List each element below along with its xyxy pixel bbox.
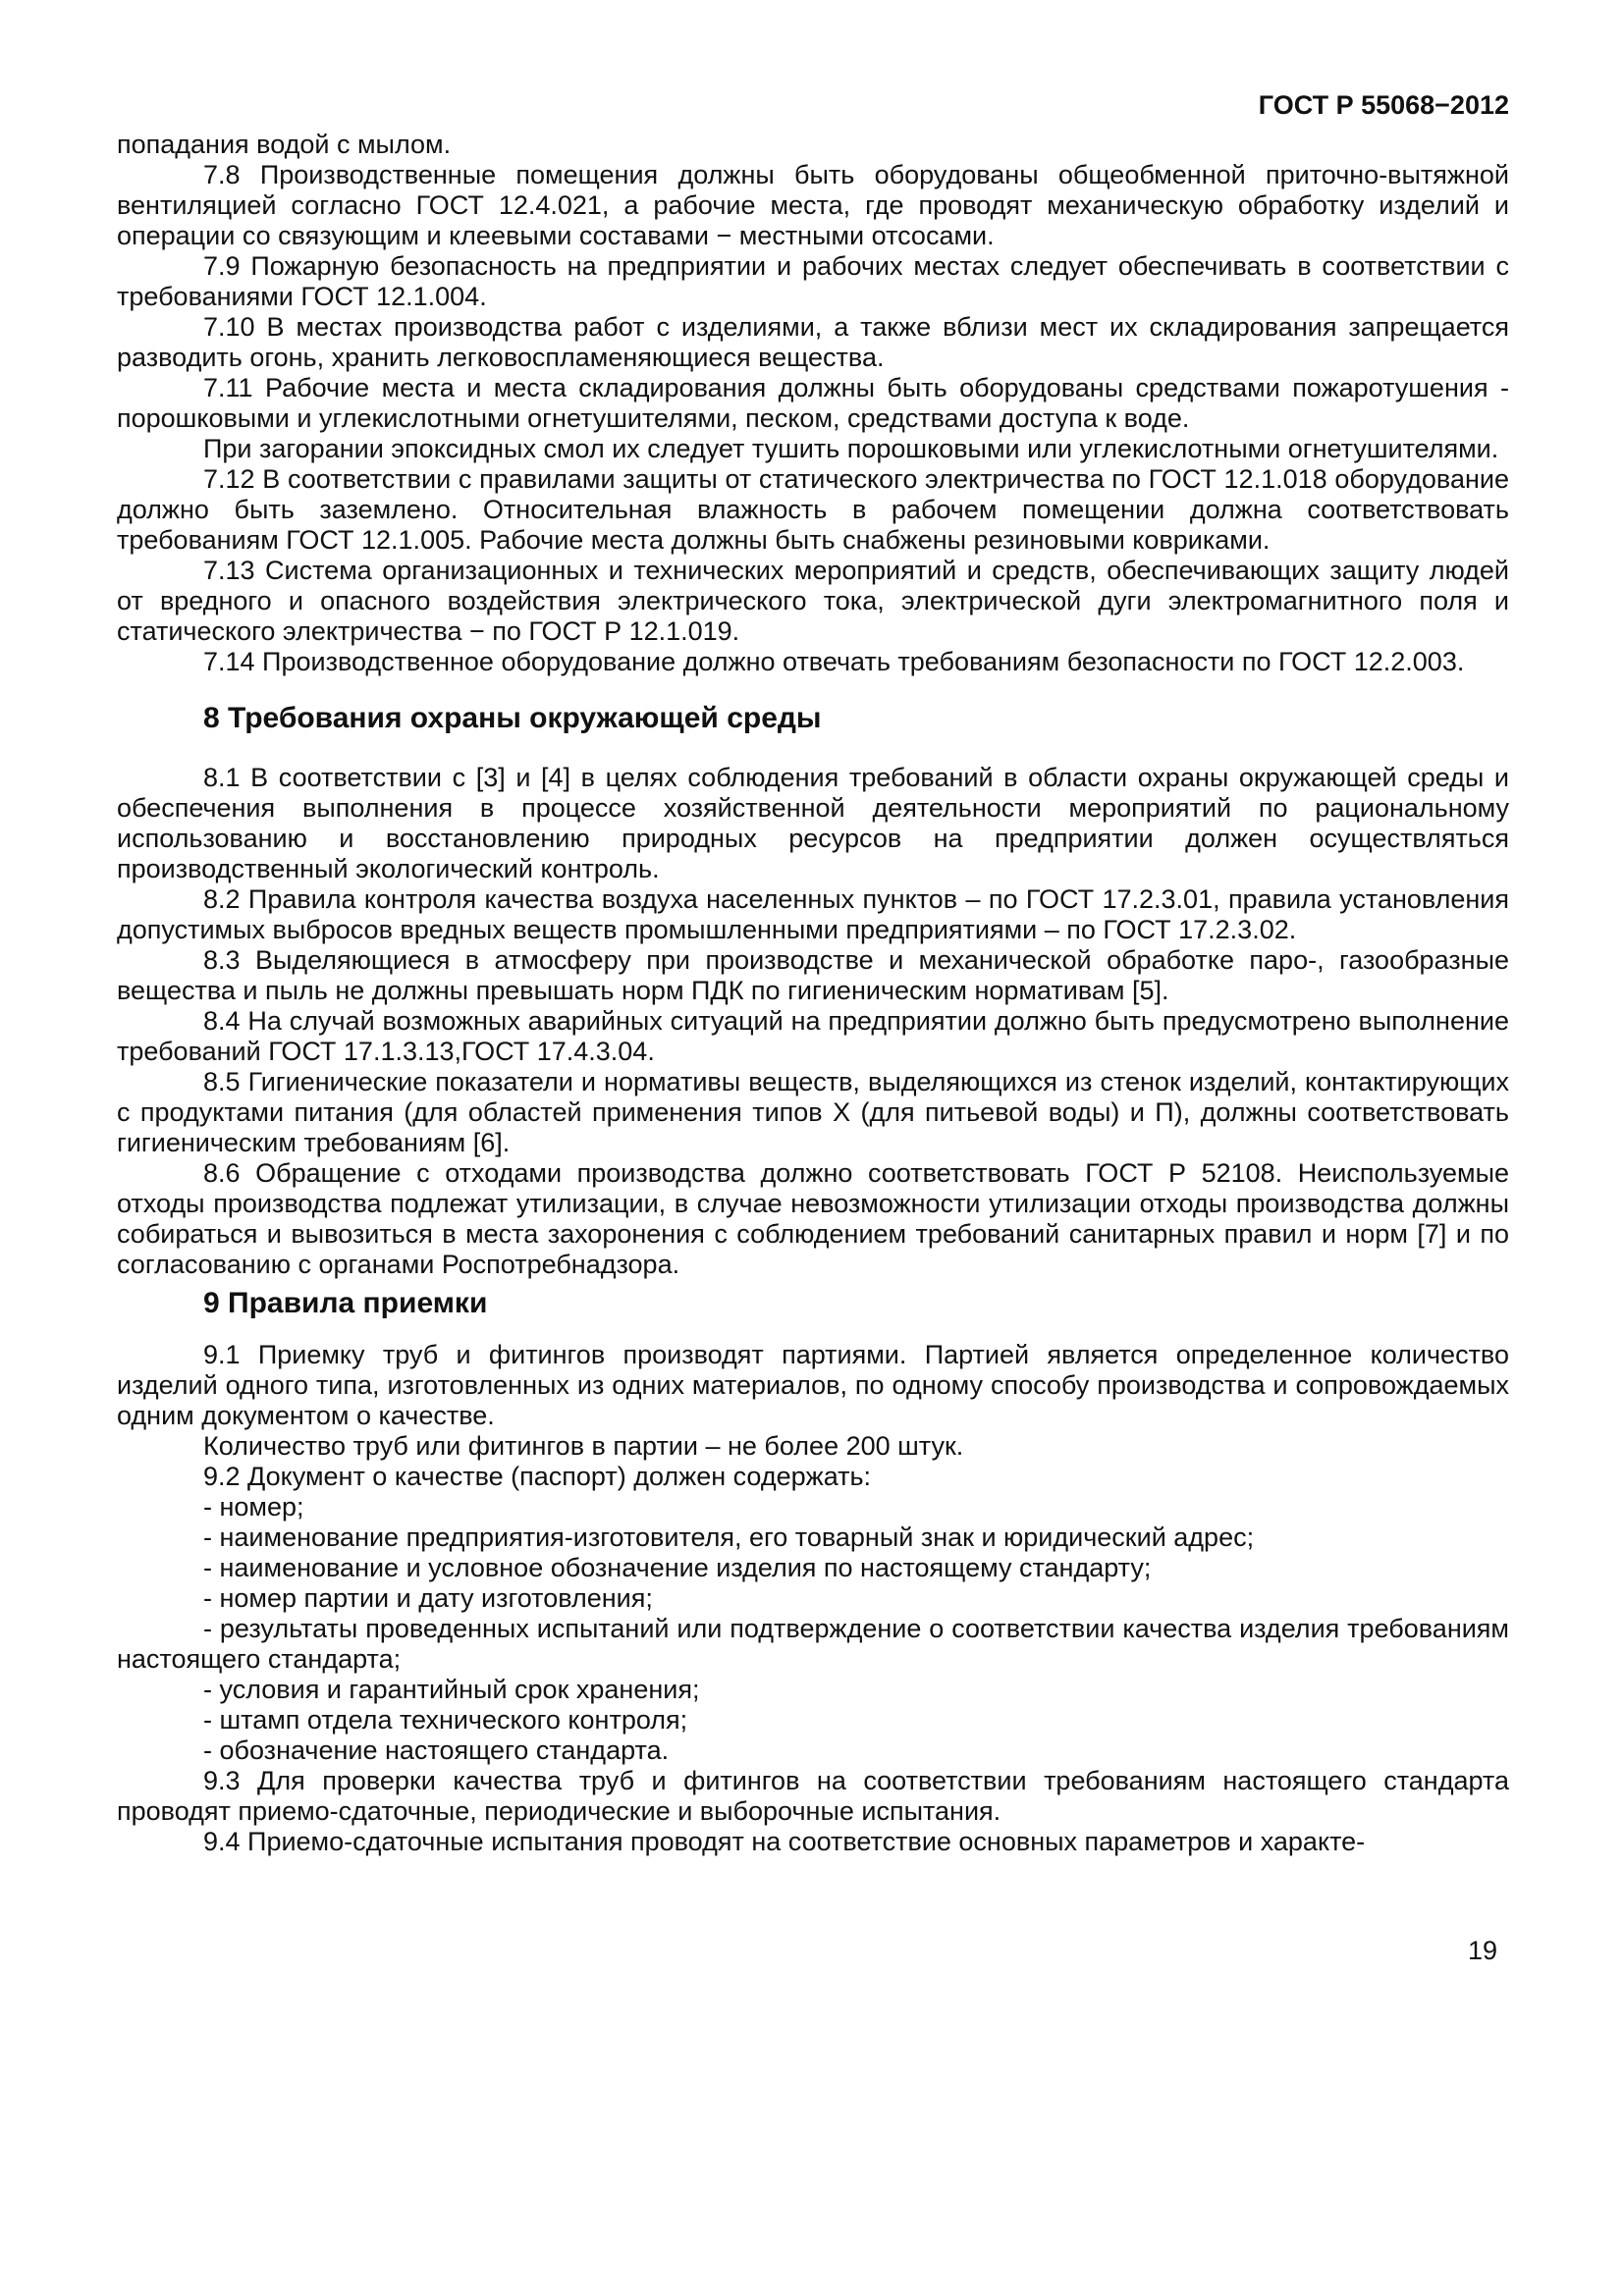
paragraph: 9.1 Приемку труб и фитингов производят партиями. Партией является определенное количество изделий одного типа, изготовленных из одних материалов, по одному способу производства и сопровождаемых одним документом о качестве. (117, 1340, 1509, 1430)
document-code-header: ГОСТ Р 55068−2012 (1258, 90, 1509, 120)
paragraph: 7.13 Система организационных и технических мероприятий и средств, обеспечивающих защиту людей от вредного и опасного воздействия электрического тока, электрической дуги электромагнитного поля и статического электричества − по ГОСТ Р 12.1.019. (117, 556, 1509, 646)
paragraph: 9.4 Приемо-сдаточные испытания проводят на соответствие основных параметров и характе- (203, 1827, 1366, 1856)
list-item: - штамп отдела технического контроля; (203, 1705, 688, 1735)
document-content (117, 90, 1509, 1857)
paragraph: 9.3 Для проверки качества труб и фитингов на соответствии требованиям настоящего стандарта проводят приемо-сдаточные, периодические и выборочные испытания. (117, 1766, 1509, 1826)
section-heading: 9 Правила приемки (203, 1287, 488, 1319)
paragraph: 8.2 Правила контроля качества воздуха населенных пунктов – по ГОСТ 17.2.3.01, правила установления допустимых выбросов вредных веществ промышленными предприятиями – по ГОСТ 17.2.3.02. (117, 884, 1509, 944)
list-item: - обозначение настоящего стандарта. (203, 1735, 670, 1765)
page-number: 19 (1467, 1936, 1497, 1965)
paragraph: При загорании эпоксидных смол их следует тушить порошковыми или углекислотными огнетушителями. (203, 434, 1499, 463)
paragraph: 9.2 Документ о качестве (паспорт) должен содержать: (203, 1462, 872, 1491)
paragraph: 8.3 Выделяющиеся в атмосферу при производстве и механической обработке паро-, газообразные вещества и пыль не должны превышать норм ПДК по гигиеническим нормативам [5]. (117, 945, 1509, 1005)
list-item: - условия и гарантийный срок хранения; (203, 1675, 700, 1704)
paragraph: 8.1 В соответствии с [3] и [4] в целях соблюдения требований в области охраны окружающей среды и обеспечения выполнения в процессе хозяйственной деятельности мероприятий по рациональному использованию и восстановлению природных ресурсов на предприятии должен осуществляться производственный экологический контроль. (117, 763, 1509, 883)
paragraph: 7.9 Пожарную безопасность на предприятии и рабочих местах следует обеспечивать в соответствии с требованиями ГОСТ 12.1.004. (117, 251, 1509, 311)
paragraph: 7.8 Производственные помещения должны быть оборудованы общеобменной приточно-вытяжной вентиляцией согласно ГОСТ 12.4.021, а рабочие места, где проводят механическую обработку изделий и операции со связующим и клеевыми составами − местными отсосами. (117, 160, 1509, 250)
list-item: - номер партии и дату изготовления; (203, 1583, 653, 1613)
paragraph: 7.12 В соответствии с правилами защиты от статического электричества по ГОСТ 12.1.018 оборудование должно быть заземлено. Относительная влажность в рабочем помещении должна соответствовать требованиям ГОСТ 12.1.005. Рабочие места должны быть снабжены резиновыми ковриками. (117, 464, 1509, 555)
paragraph: 8.4 На случай возможных аварийных ситуаций на предприятии должно быть предусмотрено выполнение требований ГОСТ 17.1.3.13,ГОСТ 17.4.3.04. (117, 1006, 1509, 1066)
paragraph: 8.5 Гигиенические показатели и нормативы веществ, выделяющихся из стенок изделий, контактирующих с продуктами питания (для областей применения типов X (для питьевой воды) и П), должны соответствовать гигиеническим требованиям [6]. (117, 1067, 1509, 1157)
section-heading: 8 Требования охраны окружающей среды (203, 702, 822, 734)
paragraph: 7.14 Производственное оборудование должно отвечать требованиям безопасности по ГОСТ 12.2.003. (203, 647, 1465, 676)
paragraph: 7.11 Рабочие места и места складирования должны быть оборудованы средствами пожаротушения - порошковыми и углекислотными огнетушителями, песком, средствами доступа к воде. (117, 373, 1509, 433)
list-item: - наименование и условное обозначение изделия по настоящему стандарту; (203, 1553, 1152, 1582)
document-body (117, 130, 1509, 1857)
list-item: - наименование предприятия-изготовителя, его товарный знак и юридический адрес; (203, 1522, 1255, 1552)
list-item: - результаты проведенных испытаний или подтверждение о соответствии качества изделия требованиям настоящего стандарта; (117, 1614, 1509, 1674)
list-item: - номер; (203, 1492, 304, 1522)
paragraph: 8.6 Обращение с отходами производства должно соответствовать ГОСТ Р 52108. Неиспользуемые отходы производства подлежат утилизации, в случае невозможности утилизации отходы производства должны собираться и вывозиться в места захоронения с соблюдением требований санитарных правил и норм [7] и по согласованию с органами Роспотребнадзора. (117, 1158, 1509, 1279)
paragraph: попадания водой с мылом. (117, 130, 452, 159)
paragraph: 7.10 В местах производства работ с изделиями, а также вблизи мест их складирования запрещается разводить огонь, хранить легковоспламеняющиеся вещества. (117, 312, 1509, 372)
paragraph: Количество труб или фитингов в партии – не более 200 штук. (203, 1431, 964, 1461)
